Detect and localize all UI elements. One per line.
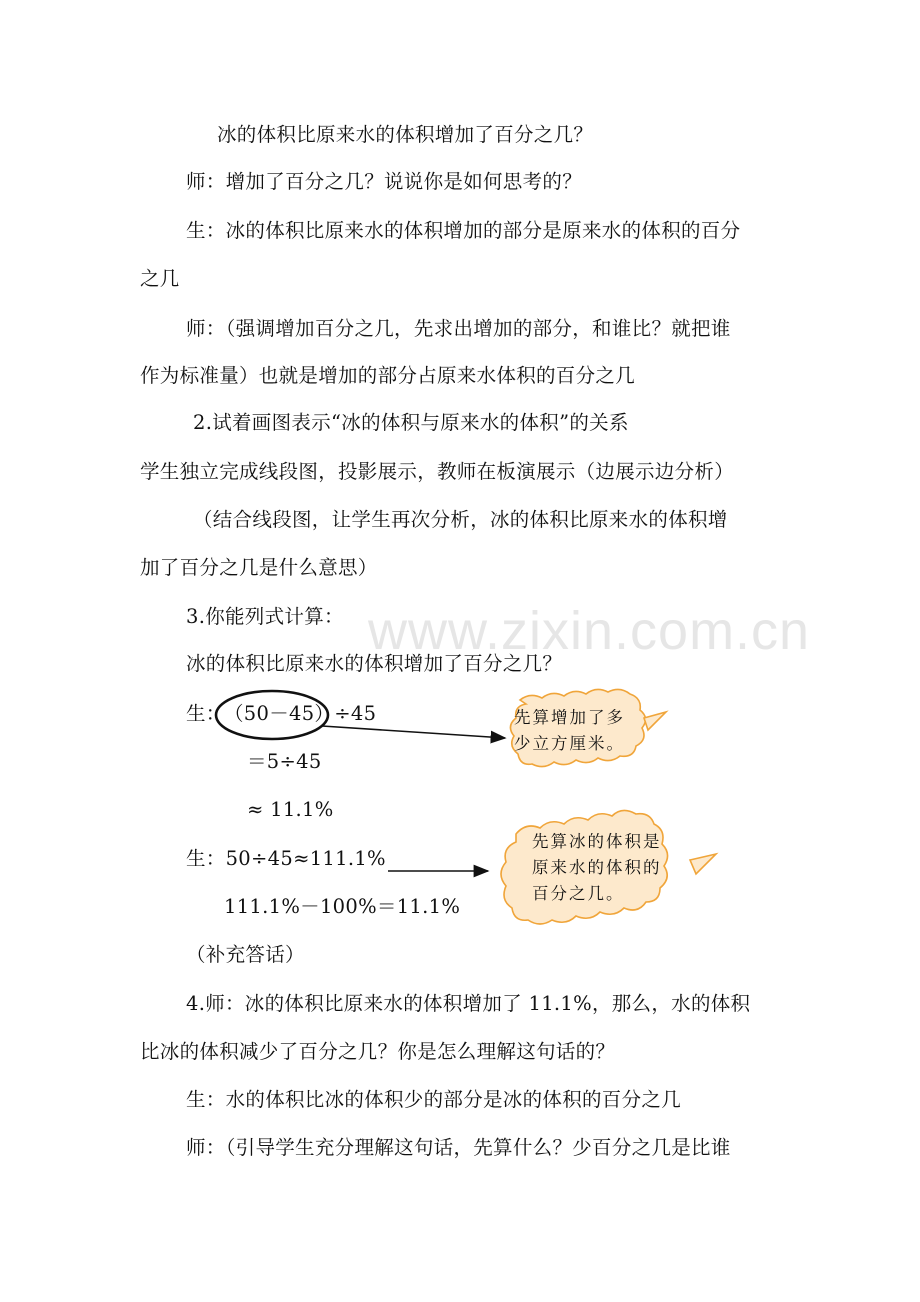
bubble2-line3: 百分之几。 <box>532 884 625 903</box>
text-line: 之几 <box>140 267 180 290</box>
watermark: www.zixin.com.cn <box>368 601 811 661</box>
bubble1-line2: 少立方厘米。 <box>514 734 625 753</box>
text-line: 4.师：冰的体积比原来水的体积增加了 11.1%，那么，水的体积 <box>186 992 751 1015</box>
text-line: 师：增加了百分之几？说说你是如何思考的？ <box>186 170 583 193</box>
bubble2-line2: 原来水的体积的 <box>532 858 662 877</box>
calc2-line2: 111.1%－100%＝11.1% <box>224 895 461 918</box>
arrow-to-bubble1 <box>322 726 505 738</box>
calc1-expression: （50－45）÷45 <box>224 702 377 725</box>
text-line: 加了百分之几是什么意思） <box>140 556 378 579</box>
text-line: （补充答话） <box>186 943 305 966</box>
text-line: 生：水的体积比冰的体积少的部分是冰的体积的百分之几 <box>186 1088 682 1111</box>
calc1-label: 生： <box>186 702 226 725</box>
text-line: 2.试着画图表示“冰的体积与原来水的体积”的关系 <box>193 411 629 434</box>
text-line: 冰的体积比原来水的体积增加了百分之几？ <box>186 652 563 675</box>
text-line: 师：（引导学生充分理解这句话，先算什么？少百分之几是比谁 <box>186 1136 731 1159</box>
calc1-step3: ≈ 11.1% <box>247 798 334 821</box>
calc2-line1: 生：50÷45≈111.1% <box>186 847 386 870</box>
bubble1-line1: 先算增加了多 <box>514 708 625 727</box>
text-line: 生：冰的体积比原来水的体积增加的部分是原来水的体积的百分 <box>186 219 741 242</box>
bubble2-line1: 先算冰的体积是 <box>532 832 662 851</box>
text-line: 作为标准量）也就是增加的部分占原来水体积的百分之几 <box>140 364 636 387</box>
calc1-step2: ＝5÷45 <box>247 750 322 773</box>
highlight-ellipse <box>216 691 328 739</box>
text-line: （结合线段图，让学生再次分析，冰的体积比原来水的体积增 <box>193 508 728 531</box>
text-line: 3.你能列式计算： <box>186 605 344 628</box>
text-line: 比冰的体积减少了百分之几？你是怎么理解这句话的？ <box>140 1040 616 1063</box>
text-line: 学生独立完成线段图，投影展示，教师在板演展示（边展示边分析） <box>140 460 735 483</box>
text-line: 师：（强调增加百分之几，先求出增加的部分，和谁比？就把谁 <box>186 317 731 340</box>
text-line: 冰的体积比原来水的体积增加了百分之几？ <box>217 123 594 146</box>
